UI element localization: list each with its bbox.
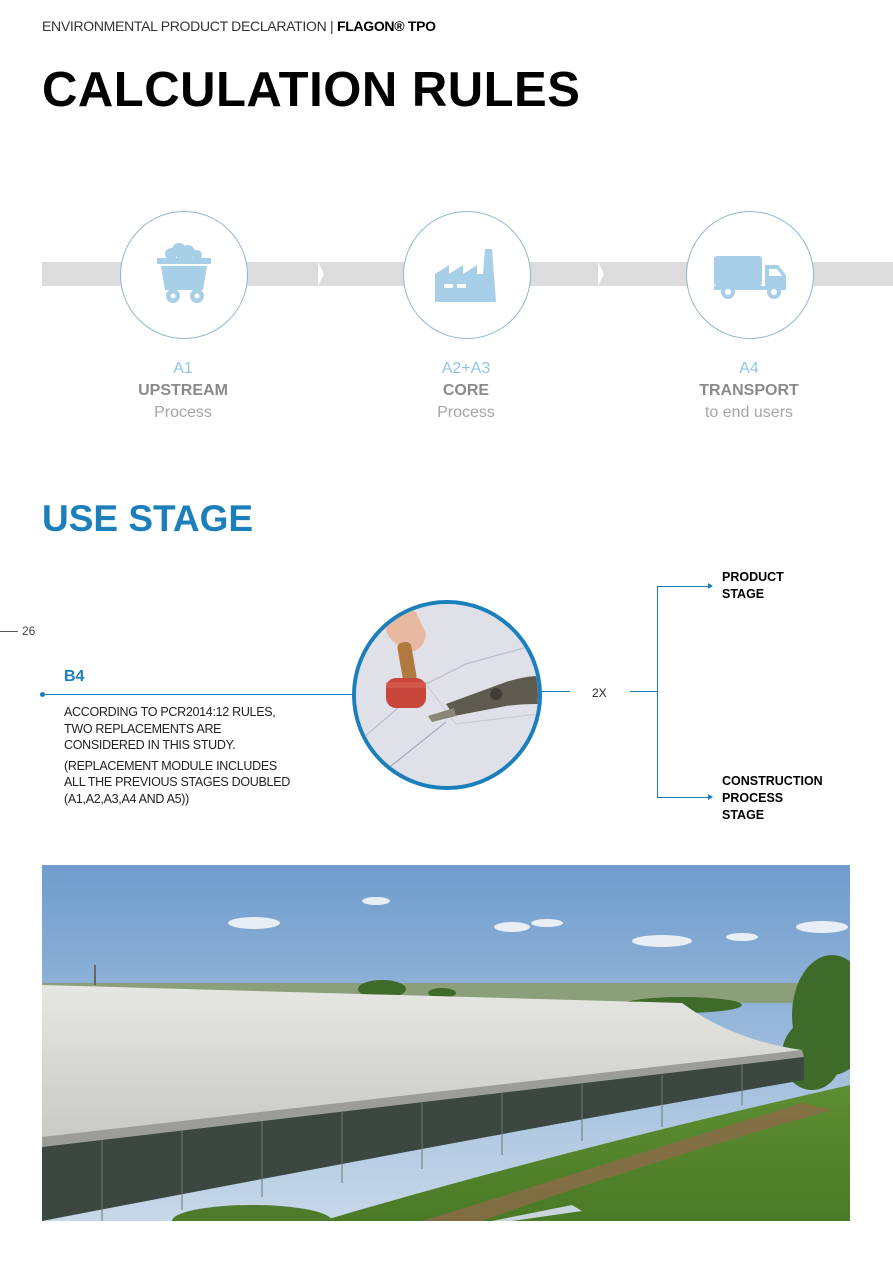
band-chevron-1	[318, 262, 324, 286]
product-name: FLAGON® TPO	[336, 18, 436, 34]
header-separator: |	[326, 18, 337, 34]
stage-code: A4	[739, 360, 759, 377]
target-line: PRODUCT	[722, 570, 784, 584]
target-line: PROCESS	[722, 791, 784, 805]
arrowhead-bottom	[708, 794, 713, 800]
stage-sub: to end users	[704, 404, 794, 421]
stage-circle-a2a3	[403, 211, 531, 339]
stage-circle-a1	[120, 211, 248, 339]
stage-sub: Process	[154, 404, 212, 421]
target-product-stage	[722, 569, 784, 603]
stage-code: A1	[173, 360, 193, 377]
stage-sub: Process	[437, 404, 495, 421]
stage-name: TRANSPORT	[699, 382, 799, 399]
module-description	[64, 704, 294, 811]
roof-illustration	[42, 865, 850, 1221]
truck-icon	[687, 212, 813, 338]
document-header	[42, 18, 436, 34]
roof-building-photo	[42, 865, 850, 1221]
target-line: STAGE	[722, 587, 765, 601]
module-code: B4	[64, 668, 85, 685]
document-type: ENVIRONMENTAL PRODUCT DECLARATION	[42, 18, 327, 34]
stage-label-a2a3	[376, 358, 556, 424]
stage-name: CORE	[442, 382, 490, 399]
page-title: CALCULATION RULES	[42, 63, 581, 117]
page-number: 26	[22, 624, 36, 638]
page-number-tick	[0, 631, 18, 632]
target-construction-stage	[722, 773, 823, 824]
stage-label-a1	[93, 358, 273, 424]
arrowhead-top	[708, 583, 713, 589]
connector-arrow-top	[657, 586, 710, 587]
target-line: CONSTRUCTION	[722, 774, 823, 788]
stage-label-a4	[659, 358, 839, 424]
section-title-use-stage: USE STAGE	[42, 498, 254, 539]
band-chevron-2	[598, 262, 604, 286]
connector-line-left	[540, 691, 570, 692]
stage-circle-a4	[686, 211, 814, 339]
stage-name: UPSTREAM	[138, 382, 228, 399]
connector-line-mid	[630, 691, 658, 692]
multiplier-label: 2X	[592, 686, 607, 700]
welding-photo	[352, 600, 542, 790]
target-line: STAGE	[722, 808, 765, 822]
factory-icon	[404, 212, 530, 338]
stage-code: A2+A3	[441, 360, 491, 377]
description-paragraph: ACCORDING TO PCR2014:12 RULES, TWO REPLACEMENTS ARE CONSIDERED IN THIS STUDY.	[64, 705, 276, 752]
mine-cart-icon	[121, 212, 247, 338]
module-connector-line	[42, 694, 355, 695]
description-paragraph: (REPLACEMENT MODULE INCLUDES ALL THE PREVIOUS STAGES DOUBLED (A1,A2,A3,A4 AND A5))	[64, 758, 290, 806]
connector-arrow-bottom	[657, 797, 710, 798]
connector-bracket	[657, 586, 658, 798]
welding-illustration	[356, 604, 538, 786]
